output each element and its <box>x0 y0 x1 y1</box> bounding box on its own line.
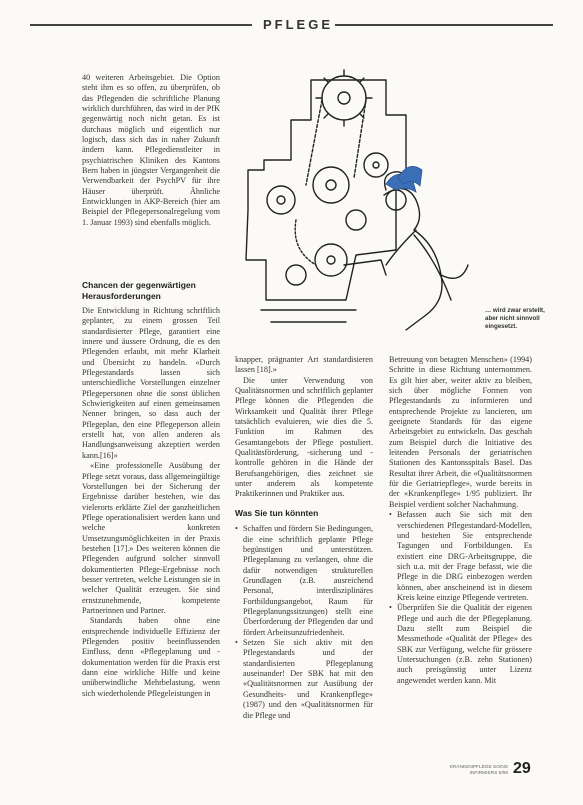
illustration-caption: … wird zwar erstellt, aber nicht sinnvoll eingesetzt. <box>485 307 545 330</box>
section-heading-was-sie-tun: Was Sie tun könnten <box>235 507 319 518</box>
column1-top-text <box>82 73 220 228</box>
column2-text <box>235 355 373 721</box>
section-heading-chancen: Chancen der gegenwärtigen Herausforderungen <box>82 280 196 301</box>
section-title: PFLEGE <box>263 17 334 32</box>
bullet-list <box>235 524 373 721</box>
list-item: • Schaffen und fördern Sie Bedingungen, die eine schriftlich geplante Pflege begünstigen und unterstützen. Pflegeplanung zu verlangen, ohne die dafür notwendigen strukturellen Grundlagen (z.B. ausreichend Personal, interdisziplinäres Fortbildungsangebot, Raum für Pflegeplanungssitzungen) stellt eine Überforderung der Pflegenden dar und fördert Arbeitsunzufriedenheit. <box>235 524 373 638</box>
header-rule-left <box>30 24 252 26</box>
list-item: • Setzen Sie sich aktiv mit den Pflegestandards und der standardisierten Pflegeplanung auseinander! Der SBK hat mit den «Qualitätsnormen zur Ausübung der Gesundheits- und Krankenpflege» (1987) und den «Qualitätsnormen für die Pflege und <box>235 638 373 721</box>
list-item: • Überprüfen Sie die Qualität der eigenen Pflege und auch die der Pflegeplanung. Dazu stellt zum Beispiel die Messmethode «Qualität der Pflege» des SBK zur Verfügung, welche für grössere Untersuchungen (z.B. zehn Stationen) auch preisgünstig unter Lizenz angewendet werden kann. Mit <box>389 603 532 686</box>
list-item: • Befassen auch Sie sich mit den verschiedenen Pflegestandard-Modellen, und bestehen Sie entsprechende Tagungen und Fortbildungen. Es existiert eine DRG-Arbeitsgruppe, die sich u.a. mit der Frage befasst, wie die Pflege in die DRG einbezogen werden können, aber anscheinend ist in diesem Kreis keine einzige Pflegende vertreten. <box>389 510 532 603</box>
column1-bottom-text <box>82 306 220 699</box>
paragraph: 40 weiteren Arbeitsgebiet. Die Option steht ihm es so offen, zu überprüfen, ob das Pflegenden die schriftliche Planung wirklich durchführen, das wird in der PfK gegenwärtig noch nicht getan. Es ist durchaus möglich und eigentlich nur logisch, dass sich das in naher Zukunft ändern kann. Pflegedienstleiter in psychiatrischen Kliniken des Kantons Bern haben in jüngster Vergangenheit die Verwendbarkeit der PsychPV für ihre Häuser überprüft. Ähnliche Entwicklungen in AKP-Bereich (hier am Beispiel der Pflegepersonalregelung vom 1. Januar 1993) sind ebenfalls möglich. <box>82 73 220 227</box>
header-rule-right <box>335 24 553 26</box>
paragraph: Standards haben ohne eine entsprechende individuelle Effizienz der Pflegenden positiv beeinflussenden Einfluss, denn «Pflegeplanung und -dokumentation werden für die Praxis erst dann eine wirkliche Hilfe und keine unüberwindliche Mehrbelastung, wenn sich wiederholende Pflegeleistungen in <box>82 616 220 698</box>
cartoon-illustration <box>236 60 476 340</box>
column3-text <box>389 355 532 686</box>
page-number: 29 <box>513 760 531 777</box>
paragraph: Die Entwicklung in Richtung schriftlich geplanter, zu einem grossen Teil standardisierter Pflege, garantiert eine innere und äussere Ordnung, die es den Pflegenden erlaubt, mit mehr Klarheit und Übersicht zu handeln. «Durch Pflegestandards lassen sich unterschiedliche Vorstellungen einzelner Pflegepersonen ohne die sonst üblichen Schwierigkeiten auf einen gemeinsamen Nenner bringen, so dass auch der Pflegeplan, den eine Pflegeperson allein erstellt hat, von allen anderen als Handlungsanweisung akzeptiert werden kann.[16]» <box>82 306 220 460</box>
bullet-list <box>389 510 532 686</box>
journal-name: KRANKENPFLEGE SOINS INFIRMIERS 5/95 <box>449 765 508 776</box>
paragraph: knapper, prägnanter Art standardisieren lassen [18].» <box>235 355 373 375</box>
paragraph: «Eine professionelle Ausübung der Pflege setzt voraus, dass allgemeingültige Vorstellungen bei der Sicherung der Ergebnisse darüber bestehen, wie das vielerorts erklärte Ziel der ganzheitlichen Pflege operationalisiert werden kann und welche konkreten Umsetzungsmöglichkeiten in der Praxis bestehen [17].» Des weiteren können die Pflegenden aufgrund solcher sinnvoll dokumentierten Pflege-Ergebnisse noch besser vertreten, welche Leistungen sie in welcher Qualität erzeugen. Sie sind ernstzunehmende, kompetente Partnerinnen und Partner. <box>82 461 220 615</box>
paragraph: Betreuung von betagten Menschen» (1994) Schritte in diese Richtung unternommen. Es gilt hier aber, weiter aktiv zu bleiben, sich über mögliche Formen von Pflegestandards zu informieren und entsprechende Projekte zu lancieren, um geeignete Standards für das eigene Arbeitsgebiet zu entwickeln. Das geschah zum Beispiel durch die Initiative des leitenden Personals der geriatrischen Stationen des Kantonsspitals Basel. Das Resultat ihrer Arbeit, die «Qualitätsnormen für die Geriatriepflege», wurde bereits in der «Krankenpflege» 1/95 publiziert. Ihr Beispiel verdient solcher Nachahmung. <box>389 355 532 509</box>
header-bar <box>0 0 583 44</box>
paragraph: Die unter Verwendung von Qualitätsnormen und schriftlich geplanter Pflege können die Pflegenden die Wirksamkeit und Qualität ihrer Pflege tatsächlich evaluieren, wie dies die 5. Funktion im Rahmen des Gesamtangebots der Pflege postuliert. Qualitätsförderung, -sicherung und -kontrolle gehören in die Hände der Berufsangehörigen, dies zeichnet sie unter anderem als kompetente Praktikerinnen und Praktiker aus. <box>235 375 373 499</box>
